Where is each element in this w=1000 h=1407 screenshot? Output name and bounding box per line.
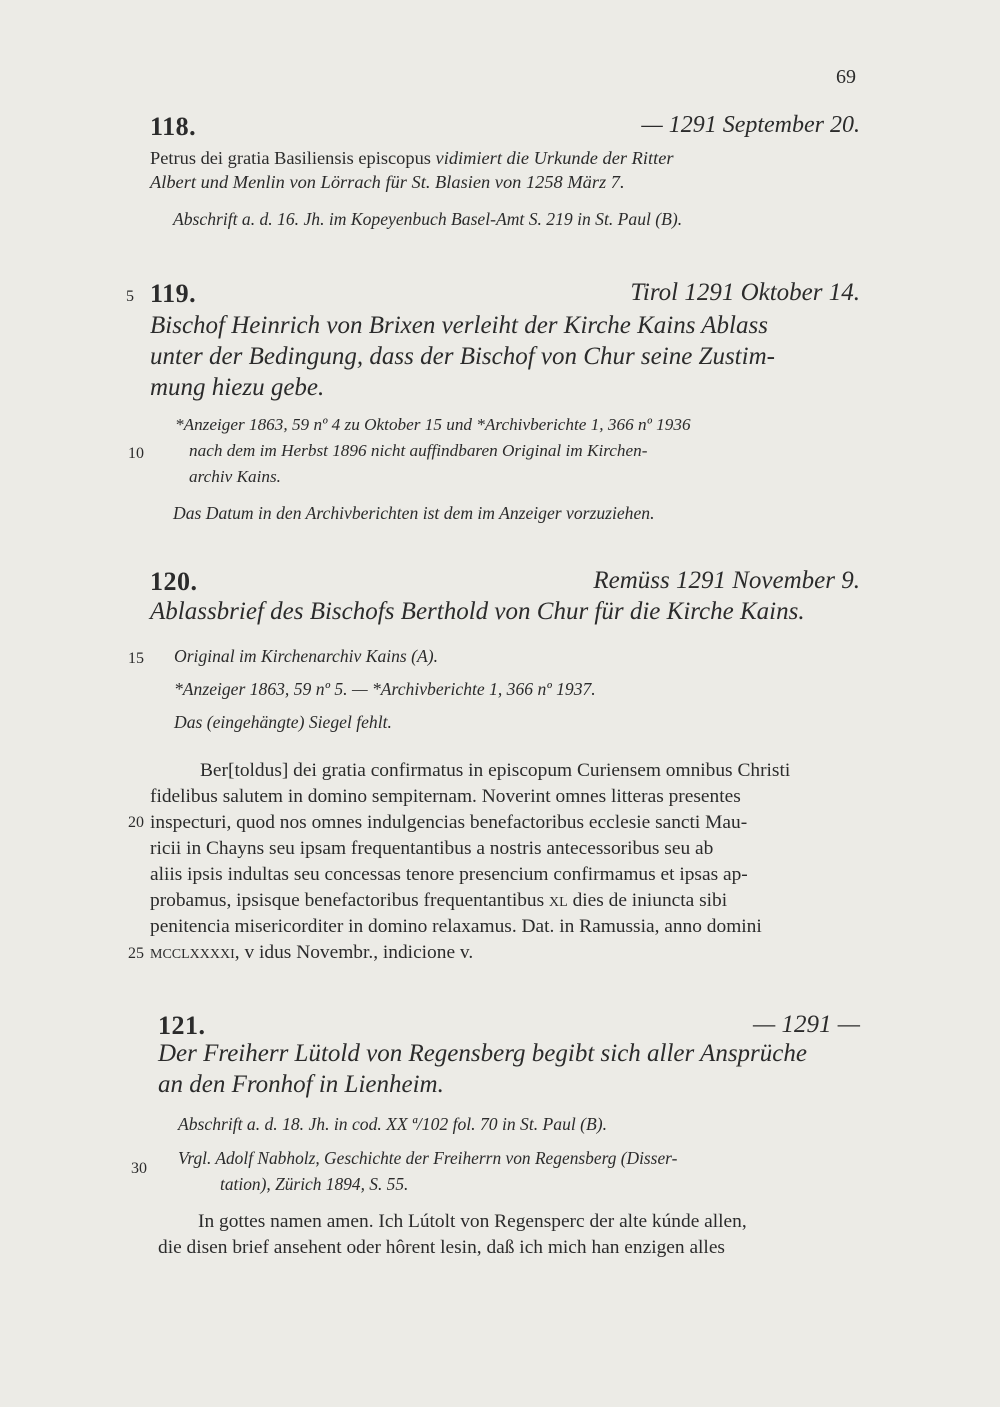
- doc-121-literature-line: tation), Zürich 1894, S. 55.: [220, 1174, 409, 1194]
- doc-119-summary-line: mung hiezu gebe.: [150, 374, 325, 401]
- doc-120-date: Remüss 1291 November 9.: [593, 567, 860, 594]
- doc-118-summary-rest: vidimiert die Urkunde der Ritter: [435, 148, 674, 168]
- doc-118-header: [150, 112, 860, 146]
- doc-121-literature-line: Vrgl. Adolf Nabholz, Geschichte der Freiherrn von Regensberg (Disser-: [178, 1148, 678, 1168]
- doc-120-header: [150, 567, 860, 601]
- line-number-10: 10: [128, 445, 144, 462]
- doc-120-text-line: [150, 890, 727, 912]
- doc-120-text-line: Ber[toldus] dei gratia confirmatus in episcopum Curiensem omnibus Christi: [200, 760, 791, 781]
- doc-120-year: mcclxxxxi: [150, 942, 235, 963]
- doc-120-text-fragment: probamus, ipsisque benefactoribus frequentantibus: [150, 890, 545, 911]
- doc-119-remark: Das Datum in den Archivberichten ist dem im Anzeiger vorzuziehen.: [173, 503, 655, 523]
- doc-120-text-fragment: dies de iniuncta sibi: [572, 890, 728, 911]
- doc-120-summary: Ablassbrief des Bischofs Berthold von Chur für die Kirche Kains.: [150, 598, 805, 625]
- doc-119-note-line: nach dem im Herbst 1896 nicht auffindbaren Original im Kirchen-: [189, 441, 648, 460]
- doc-119-number: 119.: [150, 279, 197, 308]
- doc-119-header: [150, 279, 860, 313]
- doc-120-text-line: [150, 942, 473, 964]
- doc-120-numeral: xl: [549, 890, 568, 911]
- doc-120-number: 120.: [150, 567, 198, 596]
- doc-119-note-line: archiv Kains.: [189, 467, 281, 486]
- doc-119-summary-line: unter der Bedingung, dass der Bischof von Chur seine Zustim-: [150, 343, 775, 370]
- doc-120-text-line: ricii in Chayns seu ipsam frequentantibus a nostris antecessoribus seu ab: [150, 838, 714, 859]
- doc-119-note-line: *Anzeiger 1863, 59 nº 4 zu Oktober 15 und *Archivberichte 1, 366 nº 1936: [175, 415, 691, 434]
- line-number-15: 15: [128, 650, 144, 667]
- page-number: 69: [836, 66, 856, 88]
- doc-121-date: — 1291 —: [753, 1011, 860, 1038]
- doc-118-summary-issuer: Petrus dei gratia Basiliensis episcopus: [150, 148, 431, 168]
- line-number-20: 20: [128, 814, 144, 831]
- doc-121-text-line: die disen brief ansehent oder hôrent lesin, daß ich mich han enzigen alles: [158, 1237, 725, 1258]
- doc-121-text-line: In gottes namen amen. Ich Lútolt von Regensperc der alte kúnde allen,: [198, 1211, 747, 1232]
- doc-121-number: 121.: [158, 1011, 206, 1040]
- doc-120-source-line: *Anzeiger 1863, 59 nº 5. — *Archivberichte 1, 366 nº 1937.: [174, 679, 596, 699]
- line-number-5: 5: [126, 288, 134, 305]
- doc-120-text-line: inspecturi, quod nos omnes indulgencias benefactoribus ecclesie sancti Mau-: [150, 812, 748, 833]
- doc-118-date: — 1291 September 20.: [641, 112, 860, 138]
- doc-118-summary-line: Albert und Menlin von Lörrach für St. Blasien von 1258 März 7.: [150, 172, 625, 192]
- doc-121-summary-line: an den Fronhof in Lienheim.: [158, 1071, 444, 1098]
- doc-120-text-fragment: , v idus Novembr., indicione v.: [234, 942, 474, 963]
- doc-120-source-line: Original im Kirchenarchiv Kains (A).: [174, 646, 439, 666]
- doc-118-number: 118.: [150, 112, 197, 141]
- doc-120-source-line: Das (eingehängte) Siegel fehlt.: [174, 712, 392, 732]
- doc-121-source: Abschrift a. d. 18. Jh. in cod. XX ª/102 fol. 70 in St. Paul (B).: [178, 1114, 608, 1134]
- doc-120-text-line: fidelibus salutem in domino sempiternam. Noverint omnes litteras presentes: [150, 786, 741, 807]
- line-number-30: 30: [131, 1160, 147, 1177]
- line-number-25: 25: [128, 945, 144, 962]
- doc-120-text-line: penitencia misericorditer in domino relaxamus. Dat. in Ramussia, anno domini: [150, 916, 762, 937]
- doc-118-source: Abschrift a. d. 16. Jh. im Kopeyenbuch Basel-Amt S. 219 in St. Paul (B).: [173, 209, 683, 229]
- doc-119-summary-line: Bischof Heinrich von Brixen verleiht der Kirche Kains Ablass: [150, 312, 768, 339]
- doc-120-text-line: aliis ipsis indultas seu concessas tenore presencium confirmamus et ipsas ap-: [150, 864, 748, 885]
- doc-119-date: Tirol 1291 Oktober 14.: [630, 279, 860, 306]
- doc-121-summary-line: Der Freiherr Lütold von Regensberg begibt sich aller Ansprüche: [158, 1040, 807, 1067]
